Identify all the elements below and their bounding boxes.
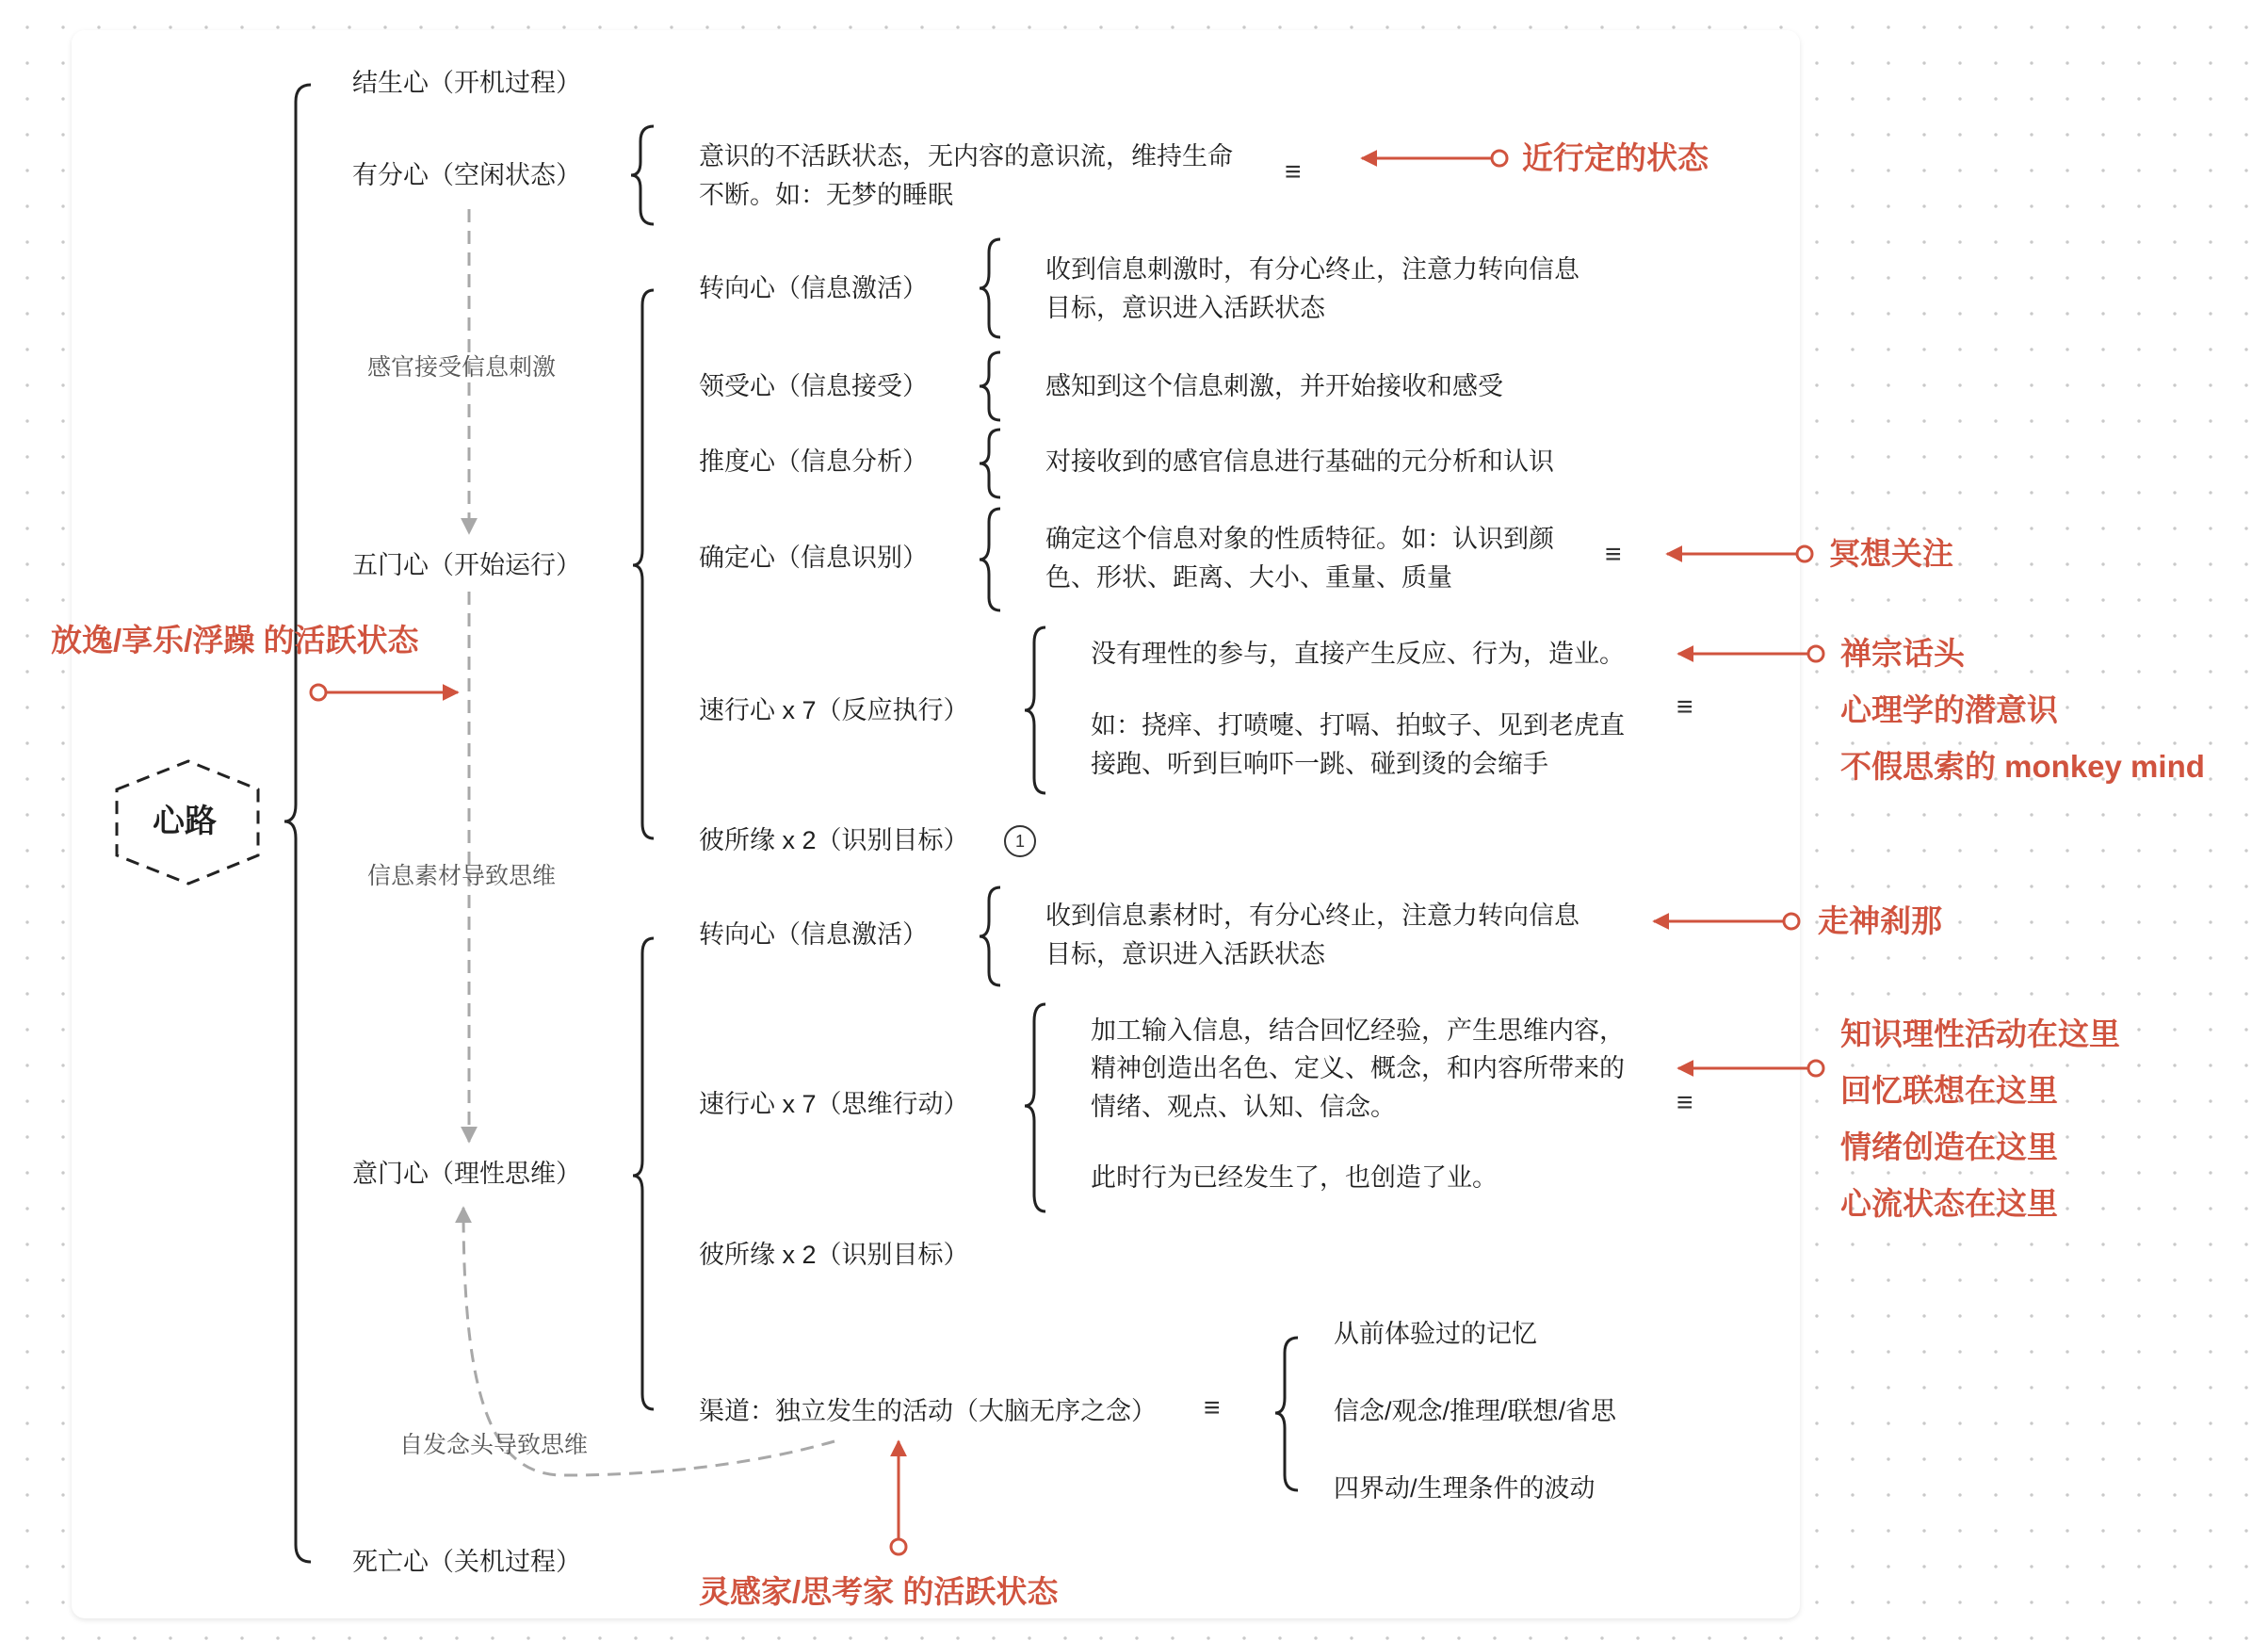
- lingshou-detail: 感知到这个信息刺激，并开始接收和感受: [1045, 372, 1503, 400]
- count-badge[interactable]: 1: [1004, 825, 1036, 857]
- node-siwangxin[interactable]: 死亡心（关机过程）: [352, 1548, 581, 1576]
- queding-detail-line2: 色、形状、距离、大小、重量、质量: [1045, 563, 1452, 592]
- annotation-linggan: 灵感家/思考家 的活跃状态: [699, 1574, 1059, 1609]
- annotation-chanzong-line3: 不假思索的 monkey mind: [1840, 749, 2205, 784]
- node-bisuoyuan[interactable]: 彼所缘 x 2（识别目标）: [699, 826, 969, 854]
- yimen-zhuanxiang-detail-line1: 收到信息素材时，有分心终止，注意力转向信息: [1045, 902, 1580, 930]
- yimen-suxing-detail-line2: 精神创造出名色、定义、概念，和内容所带来的: [1091, 1054, 1625, 1082]
- yimen-zhuanxiang-detail-line2: 目标，意识进入活跃状态: [1045, 940, 1325, 968]
- node-jieshengxin[interactable]: 结生心（开机过程）: [352, 69, 581, 97]
- annotation-zhishi-line2: 回忆联想在这里: [1840, 1073, 2058, 1108]
- node-queding[interactable]: 确定心（信息识别）: [699, 544, 928, 572]
- main-bracket: [284, 85, 311, 1562]
- note-icon[interactable]: ≡: [1677, 691, 1693, 723]
- node-yimen-bisuoyuan[interactable]: 彼所缘 x 2（识别目标）: [699, 1241, 969, 1269]
- suxing-detail-line2: 如：挠痒、打喷嚏、打嗝、拍蚊子、见到老虎直: [1091, 711, 1625, 739]
- node-yimen-suxing[interactable]: 速行心 x 7（思维行动）: [699, 1090, 969, 1118]
- node-qudao[interactable]: 渠道：独立发生的活动（大脑无序之念）: [699, 1397, 1157, 1425]
- annotation-jinxingding: 近行定的状态: [1522, 140, 1709, 175]
- qudao-item-physio[interactable]: 四界动/生理条件的波动: [1334, 1474, 1596, 1503]
- node-tuidu[interactable]: 推度心（信息分析）: [699, 447, 928, 476]
- flow-label-ganguan: 感官接受信息刺激: [367, 354, 557, 381]
- node-wumenxin[interactable]: 五门心（开始运行）: [352, 551, 581, 579]
- wumen-zhuanxiang-detail-line1: 收到信息刺激时，有分心终止，注意力转向信息: [1045, 255, 1580, 284]
- annotation-mingxiang: 冥想关注: [1829, 536, 1953, 571]
- yimen-suxing-bracket: [1025, 1004, 1045, 1211]
- node-suxing[interactable]: 速行心 x 7（反应执行）: [699, 696, 969, 724]
- qudao-item-belief[interactable]: 信念/观念/推理/联想/省思: [1334, 1397, 1617, 1425]
- suxing-detail-line3: 接跑、听到巨响吓一跳、碰到烫的会缩手: [1091, 750, 1548, 778]
- yimen-suxing-detail-line3: 情绪、观点、认知、信念。: [1091, 1093, 1396, 1121]
- wumen-zhuanxiang-detail-line2: 目标，意识进入活跃状态: [1045, 294, 1325, 322]
- arrow-fangyi: [311, 685, 458, 700]
- annotation-zoushen: 走神刹那: [1818, 903, 1942, 938]
- annotation-zhishi-line3: 情绪创造在这里: [1840, 1129, 2058, 1164]
- arrow-zoushen: [1654, 914, 1799, 929]
- yimen-suxing-detail-line4: 此时行为已经发生了，也创造了业。: [1091, 1163, 1498, 1192]
- annotation-chanzong-line2: 心理学的潜意识: [1840, 692, 2058, 727]
- qudao-bracket: [1275, 1338, 1298, 1490]
- annotation-zhishi-line4: 心流状态在这里: [1840, 1186, 2058, 1221]
- flow-label-zifa: 自发念头导致思维: [399, 1432, 589, 1458]
- arrow-zhishi: [1678, 1061, 1823, 1076]
- yimen-bracket: [633, 938, 654, 1409]
- node-youfenxin[interactable]: 有分心（空闲状态）: [352, 161, 581, 189]
- suxing-detail-line1: 没有理性的参与，直接产生反应、行为，造业。: [1091, 640, 1625, 668]
- arrow-mingxiang: [1667, 546, 1812, 561]
- arrow-chanzong: [1678, 646, 1823, 661]
- note-icon[interactable]: ≡: [1204, 1392, 1221, 1423]
- queding-bracket: [980, 509, 1000, 610]
- lingshou-bracket: [980, 352, 1000, 420]
- queding-detail-line1: 确定这个信息对象的性质特征。如：认识到颜: [1045, 525, 1554, 553]
- root-label[interactable]: 心路: [153, 804, 217, 839]
- qudao-item-memory[interactable]: 从前体验过的记忆: [1334, 1320, 1537, 1348]
- arrow-jinxingding: [1362, 151, 1507, 166]
- node-yimenxin[interactable]: 意门心（理性思维）: [352, 1160, 581, 1188]
- note-icon[interactable]: ≡: [1677, 1087, 1693, 1118]
- node-lingshou[interactable]: 领受心（信息接受）: [699, 372, 928, 400]
- flow-label-sucai: 信息素材导致思维: [367, 863, 557, 889]
- node-yimen-zhuanxiang[interactable]: 转向心（信息激活）: [699, 920, 928, 949]
- zhuanxiang-bracket: [980, 239, 1000, 337]
- wumen-bracket: [633, 290, 654, 838]
- yimen-suxing-detail-line1: 加工输入信息，结合回忆经验，产生思维内容，: [1091, 1016, 1625, 1045]
- youfen-detail-line2: 不断。如：无梦的睡眠: [699, 181, 953, 209]
- youfen-detail-line1: 意识的不活跃状态，无内容的意识流，维持生命: [699, 142, 1233, 171]
- tuidu-bracket: [980, 430, 1000, 497]
- arrow-linggan: [891, 1441, 906, 1554]
- note-icon[interactable]: ≡: [1285, 156, 1302, 187]
- youfen-bracket: [631, 126, 654, 224]
- tuidu-detail: 对接收到的感官信息进行基础的元分析和认识: [1045, 447, 1554, 476]
- annotation-chanzong-line1: 禅宗话头: [1840, 636, 1965, 671]
- yimen-zhuanxiang-bracket: [980, 887, 1000, 985]
- suxing-bracket: [1025, 627, 1045, 793]
- node-wumen-zhuanxiang[interactable]: 转向心（信息激活）: [699, 274, 928, 302]
- annotation-fangyi: 放逸/享乐/浮躁 的活跃状态: [51, 623, 419, 658]
- annotation-zhishi-line1: 知识理性活动在这里: [1840, 1016, 2120, 1051]
- note-icon[interactable]: ≡: [1605, 539, 1622, 570]
